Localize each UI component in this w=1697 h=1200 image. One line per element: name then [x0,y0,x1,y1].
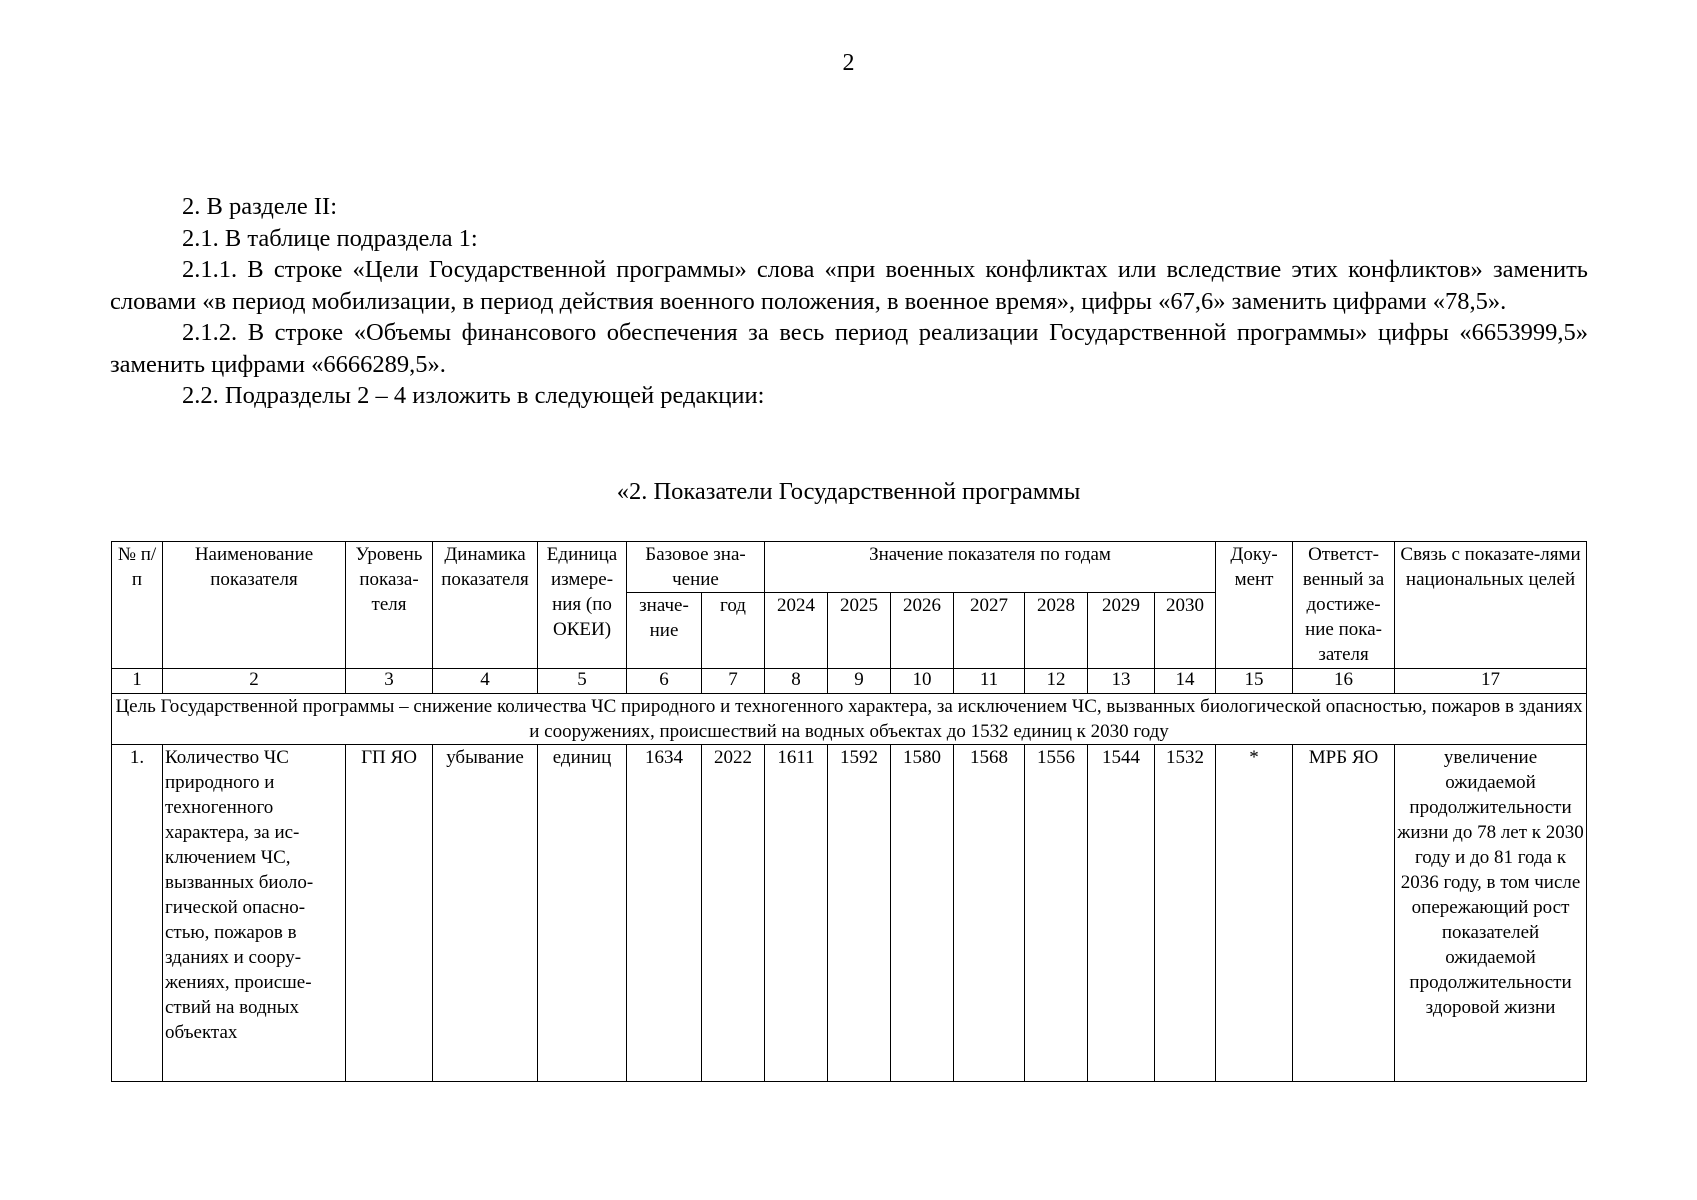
table-row [112,745,1587,1082]
header-unit: Единица измере-ния (по ОКЕИ) [538,542,627,669]
header-link: Связь с показате-лями национальных целей [1395,542,1587,669]
column-number: 4 [433,669,538,694]
row-base-year: 2022 [702,745,765,1082]
header-document: Доку-мент [1216,542,1293,669]
section-title: «2. Показатели Государственной программы [616,478,1081,505]
header-dynamics: Динамика показателя [433,542,538,669]
column-number: 16 [1293,669,1395,694]
amendment-text [110,191,1588,412]
column-number: 5 [538,669,627,694]
row-value-2024: 1611 [765,745,828,1082]
header-year-2028: 2028 [1025,593,1088,669]
paragraph: 2.1.2. В строке «Объемы финансового обеспечения за весь период реализации Государственной программы» цифры «6653999,5» заменить цифрами «6666289,5». [110,319,1588,378]
header-year-2025: 2025 [828,593,891,669]
column-number: 7 [702,669,765,694]
row-responsible: МРБ ЯО [1293,745,1395,1082]
indicators-table [111,541,1587,1082]
header-base-value: значе-ние [627,593,702,669]
row-level: ГП ЯО [346,745,433,1082]
header-responsible: Ответст-венный за достиже-ние пока-зателя [1293,542,1395,669]
goal-row [112,694,1587,745]
header-base: Базовое зна-чение [627,542,765,593]
column-number: 11 [954,669,1025,694]
column-number: 15 [1216,669,1293,694]
program-goal: Цель Государственной программы – снижение количества ЧС природного и техногенного характера, за исключением ЧС, вызванных биологической опасностью, пожаров в зданиях и сооружениях, происшествий на водных объектах до 1532 единиц к 2030 году [112,694,1587,745]
column-number: 6 [627,669,702,694]
row-indicator-name: Количество ЧС природного и техногенного характера, за ис-ключением ЧС, вызванных биоло-гической опасно-стью, пожаров в зданиях и соору-жениях, происше-ствий на водных объектах [163,745,346,1082]
row-value-2028: 1556 [1025,745,1088,1082]
column-number: 9 [828,669,891,694]
paragraph: 2. В разделе II: [182,193,338,220]
row-num: 1. [112,745,163,1082]
row-dynamics: убывание [433,745,538,1082]
column-number: 17 [1395,669,1587,694]
row-national-goals-link: увеличение ожидаемой продолжительности жизни до 78 лет к 2030 году и до 81 года к 2036 году, в том числе опережающий рост показателей ожидаемой продолжительности здоровой жизни [1395,745,1587,1082]
header-level: Уровень показа-теля [346,542,433,669]
header-row [112,542,1587,593]
page-number: 2 [842,50,855,76]
row-value-2025: 1592 [828,745,891,1082]
row-value-2026: 1580 [891,745,954,1082]
row-document: * [1216,745,1293,1082]
header-year-2029: 2029 [1088,593,1155,669]
paragraph: 2.1. В таблице подраздела 1: [182,224,478,252]
header-year-2026: 2026 [891,593,954,669]
row-base-value: 1634 [627,745,702,1082]
column-number: 12 [1025,669,1088,694]
row-unit: единиц [538,745,627,1082]
column-number: 13 [1088,669,1155,694]
header-year-2030: 2030 [1155,593,1216,669]
column-number: 10 [891,669,954,694]
header-year-2027: 2027 [954,593,1025,669]
column-numbers-row [112,669,1587,694]
header-num: № п/п [112,542,163,669]
row-value-2027: 1568 [954,745,1025,1082]
column-number: 8 [765,669,828,694]
header-name: Наименование показателя [163,542,346,669]
column-number: 14 [1155,669,1216,694]
column-number: 3 [346,669,433,694]
row-value-2030: 1532 [1155,745,1216,1082]
header-by-years: Значение показателя по годам [765,542,1216,593]
row-value-2029: 1544 [1088,745,1155,1082]
column-number: 1 [112,669,163,694]
paragraph: 2.1.1. В строке «Цели Государственной программы» слова «при военных конфликтах или вследствие этих конфликтов» заменить словами «в период мобилизации, в период действия военного положения, в военное время», цифры «67,6» заменить цифрами «78,5». [110,256,1588,315]
column-number: 2 [163,669,346,694]
header-base-year: год [702,593,765,669]
header-year-2024: 2024 [765,593,828,669]
paragraph: 2.2. Подразделы 2 – 4 изложить в следующей редакции: [182,382,765,409]
